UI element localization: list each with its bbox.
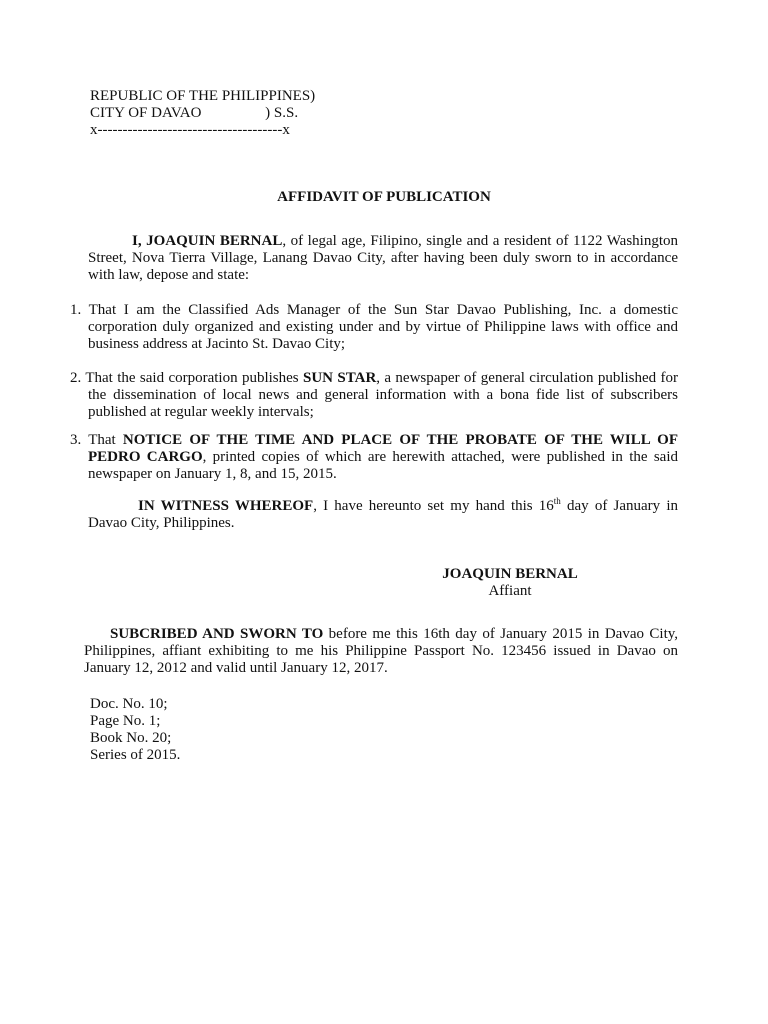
affiant-role: Affiant — [488, 583, 532, 599]
book-number: Book No. 20; — [90, 730, 172, 746]
item-number: 2. — [70, 370, 82, 386]
intro-paragraph — [88, 233, 678, 284]
witness-heading: IN WITNESS WHEREOF — [138, 498, 314, 514]
signature-block — [380, 566, 640, 600]
document-title: AFFIDAVIT OF PUBLICATION — [277, 189, 491, 205]
list-item — [70, 302, 678, 353]
item-text-pre: That the said corporation publishes — [85, 370, 303, 386]
jurat-paragraph — [84, 626, 678, 677]
series-year: Series of 2015. — [90, 747, 181, 763]
witness-paragraph — [88, 498, 678, 532]
jurat-heading: SUBCRIBED AND SWORN TO — [110, 626, 324, 642]
page-number: Page No. 1; — [90, 713, 161, 729]
intro-text: , of legal age, Filipino, single and a resident of 1122 Washington Street, Nova Tierra Village, Lanang Davao City, after having been duly sworn to in accordance with law, depose and state: — [88, 233, 678, 283]
item-text-post: , a newspaper of general circulation published for the dissemination of local news and general information with a bona fide list of subscribers published at regular weekly intervals; — [88, 370, 679, 420]
item-number: 1. — [70, 302, 82, 318]
affiant-name: JOAQUIN BERNAL — [442, 566, 578, 582]
ordinal-suffix: th — [553, 496, 561, 506]
doc-number: Doc. No. 10; — [90, 696, 168, 712]
witness-text-post: day of January in Davao City, Philippines. — [88, 498, 678, 531]
item-text-pre: That — [88, 432, 123, 448]
list-item — [70, 370, 678, 421]
item-text: That I am the Classified Ads Manager of the Sun Star Davao Publishing, Inc. a domestic corporation duly organized and existing under and by virtue of Philippine laws with office and business address at Jacinto St. Davao City; — [88, 302, 678, 352]
venue-header — [90, 88, 315, 139]
header-republic: REPUBLIC OF THE PHILIPPINES) — [90, 88, 316, 104]
item-number: 3. — [70, 432, 82, 448]
witness-text-pre: , I have hereunto set my hand this 16 — [313, 498, 554, 514]
header-city: CITY OF DAVAO ) S.S. — [90, 105, 299, 121]
newspaper-name: SUN STAR — [303, 370, 377, 386]
jurat-text: before me this 16th day of January 2015 in Davao City, Philippines, affiant exhibiting to me his Philippine Passport No. 123456 issued in Davao on January 12, 2012 and valid until January 12, 2017. — [84, 626, 679, 676]
item-text-post: , printed copies of which are herewith attached, were published in the said newspaper on January 1, 8, and 15, 2015. — [88, 449, 679, 482]
header-divider: x-------------------------------------x — [90, 122, 290, 138]
affiant-name-intro: I, JOAQUIN BERNAL — [132, 233, 283, 249]
list-item — [70, 432, 678, 483]
notarial-register — [90, 696, 180, 764]
notice-title: NOTICE OF THE TIME AND PLACE OF THE PROBATE OF THE WILL OF PEDRO CARGO — [88, 432, 678, 465]
